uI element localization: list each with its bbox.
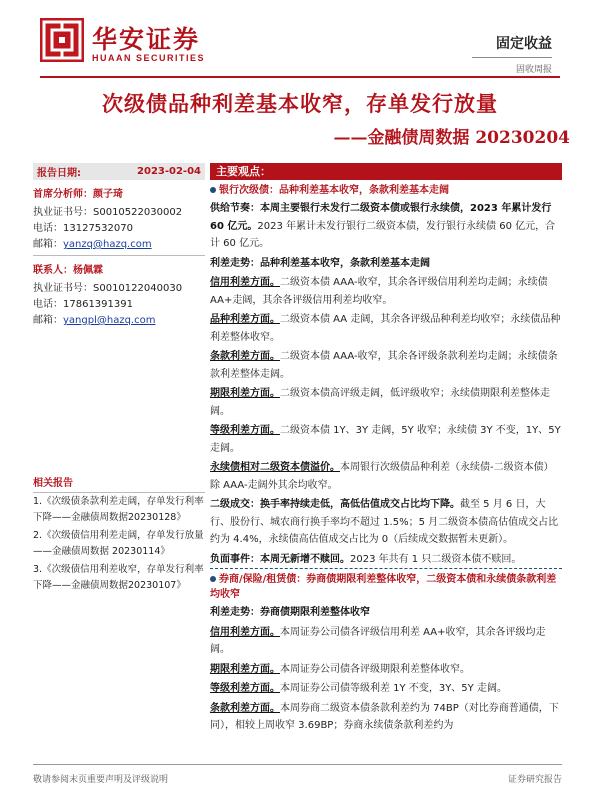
paragraph: 等级利差方面。二级资本债 1Y、3Y 走阔，5Y 收窄；永续债 3Y 不变，1Y、5Y 走阔。 [210,425,561,454]
date-label: 报告日期: [37,168,81,179]
analyst-email-link[interactable]: yanzq@hazq.com [63,239,152,250]
contact-name: 联系人：杨佩霖 [33,265,103,276]
email-label: 邮箱： [33,239,63,250]
paragraph: 条款利差方面。二级资本债 AAA-收窄，其余各评级条款利差均走阔；永续债条款利差整体走阔。 [210,351,558,380]
chief-analyst-block [33,180,205,253]
bullet-icon [210,576,216,582]
paragraph: 永续债相对二级资本债溢价。本周银行次级债品种利差（永续债-二级资本债）除 AAA-走阔外其余均收窄。 [210,462,554,491]
analyst-phone: 电话：13127532070 [33,223,133,234]
section-broker-insurance-leasing [210,568,562,602]
related-report-item[interactable]: 1.《次级债条款利差走阔，存单发行利率下降——金融债周数据20230128》 [33,496,204,523]
bullet-icon [210,187,216,193]
related-report-item[interactable]: 3.《次级债信用利差收窄，存单发行利率下降——金融债周数据20230107》 [33,564,204,591]
left-sidebar [33,163,205,329]
main-points-heading: 主要观点： [210,163,562,180]
contact-email-row [33,313,205,329]
paragraph: 信用利差方面。二级资本债 AAA-收窄，其余各评级信用利差均走阔；永续债 AA+走阔，其余各评级信用利差均收窄。 [210,277,548,306]
analyst-email-row [33,237,205,253]
paragraph: 利差走势：品种利差基本收窄，条款利差基本走阔 [210,257,430,269]
section-bank-subordinated [210,180,562,198]
huaan-logo-icon [40,18,84,62]
footer-divider [33,764,562,765]
related-reports-list [33,494,205,596]
paragraph: 负面事件：本周无新增不赎回。2023 年共有 1 只二级资本债不赎回。 [210,553,522,565]
paragraph: 期限利差方面。本周证券公司债各评级期限利差整体收窄。 [210,663,470,675]
contact-email-link[interactable]: yangpl@hazq.com [63,315,156,326]
report-subtitle: ——金融债周数据 20230204 [333,128,570,148]
category-label: 固定收益 [472,33,552,58]
footer-doc-type: 证券研究报告 [507,775,562,785]
paragraph: 利差走势：券商债期限利差整体收窄 [210,607,370,618]
contact-block [33,256,205,329]
section-title: 券商/保险/租赁债：券商债期限利差整体收窄，二级资本债和永续债条款利差均收窄 [210,574,557,600]
analyst-name: 首席分析师：颜子琦 [33,189,123,200]
sub-category-label: 固收周报 [515,65,552,75]
report-category [472,33,552,75]
section-title: 银行次级债：品种利差基本收窄，条款利差基本走阔 [219,185,449,196]
contact-cert: 执业证书号：S0010122040030 [33,283,183,294]
related-reports-heading: 相关报告 [33,474,205,493]
logo-english-name: HUAAN SECURITIES [92,53,206,63]
paragraph: 等级利差方面。本周证券公司债等级利差 1Y 不变，3Y、5Y 走阔。 [210,683,507,694]
logo-chinese-name: 华安证券 [92,25,201,54]
footer-disclaimer: 敬请参阅末页重要声明及评级说明 [33,775,169,785]
header-divider [40,76,560,78]
main-content [210,163,562,735]
paragraph: 信用利差方面。本周证券公司债各评级信用利差 AA+收窄，其余各评级均走阔。 [210,626,546,655]
analyst-cert: 执业证书号：S0010522030002 [33,207,183,218]
date-value: 2023-02-04 [137,166,201,177]
related-report-item[interactable]: 2.《次级债信用利差走阔，存单发行放量——金融债周数据 20230114》 [33,530,204,557]
paragraph: 条款利差方面。本周券商二级资本债条款利差约为 74BP（对比券商普通债，下同），相较上周收窄 3.69BP；券商永续债条款利差约为 [210,702,559,731]
contact-phone: 电话：17861391391 [33,299,133,310]
paragraph: 二级成交：换手率持续走低，高低估值成交占比均下降。截至 5 月 6 日，大行、股份行、城农商行换手率均不超过 1.5%；5 月二级资本债高估值成交占比约为 4.4%，永续债高估值成交占比为 0（后续成交数据暂未更新）。 [210,499,559,545]
paragraph: 供给节奏：本周主要银行未发行二级资本债或银行永续债，2023 年累计发行 60 亿元。2023 年累计未发行银行二级资本债，发行银行永续债 60 亿元，合计 60 亿元。 [210,203,556,249]
email-label: 邮箱： [33,315,63,326]
report-date-bar [33,163,205,180]
paragraph: 期限利差方面。二级资本债高评级走阔，低评级收窄；永续债期限利差整体走阔。 [210,388,550,417]
report-title: 次级债品种利差基本收窄，存单发行放量 [102,91,498,116]
paragraph: 品种利差方面。二级资本债 AA 走阔，其余各评级品种利差均收窄；永续债品种利差整体收窄。 [210,314,561,343]
report-header [0,0,600,78]
